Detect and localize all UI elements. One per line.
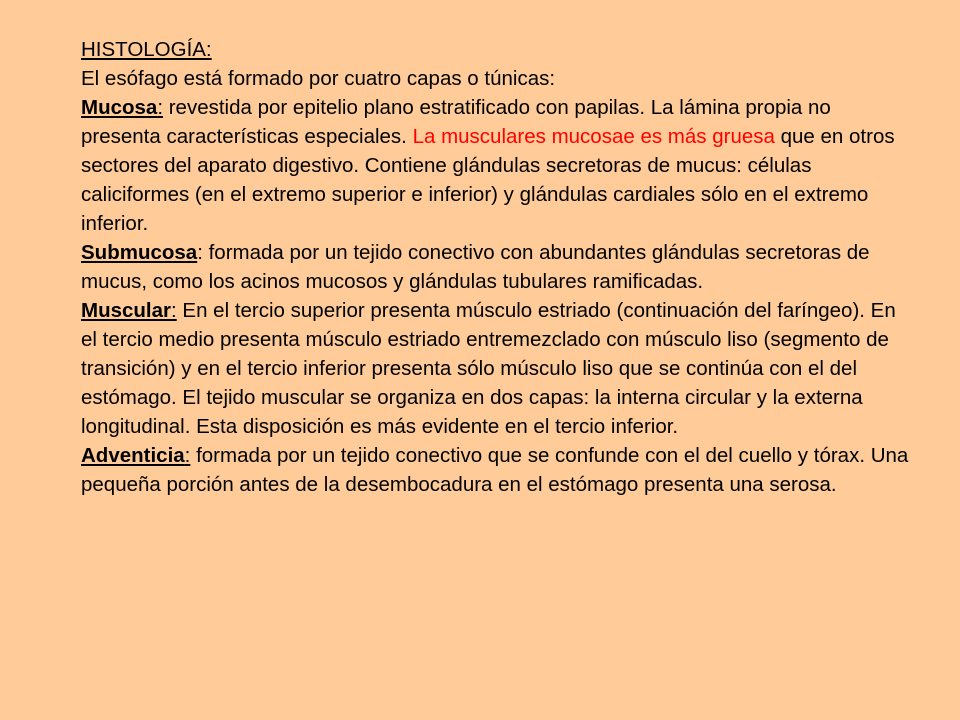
mucosa-text-a: revestida por epitelio plano estratificado con papilas. La lámina propia no presenta características especiales. <box>81 96 831 148</box>
text-block <box>81 35 911 499</box>
muscular-colon: : <box>171 299 177 322</box>
heading-line <box>81 35 911 64</box>
submucosa-paragraph <box>81 238 911 296</box>
muscular-text: En el tercio superior presenta músculo estriado (continuación del faríngeo). En el tercio medio presenta músculo estriado entremezclado con músculo liso (segmento de transición) y en el tercio inferior presenta sólo músculo liso que se continúa con el del estómago. El tejido muscular se organiza en dos capas: la interna circular y la externa longitudinal. Esta disposición es más evidente en el tercio inferior. <box>81 299 896 438</box>
muscular-term: Muscular <box>81 299 171 322</box>
mucosa-colon: : <box>157 96 164 119</box>
adventicia-term: Adventicia <box>81 444 185 467</box>
heading: HISTOLOGÍA: <box>81 38 212 61</box>
mucosa-paragraph <box>81 93 911 238</box>
mucosa-highlight: La musculares mucosae es más gruesa <box>412 125 775 148</box>
submucosa-term: Submucosa <box>81 241 198 264</box>
adventicia-paragraph <box>81 441 911 499</box>
adventicia-colon: : <box>184 444 191 467</box>
intro-line: El esófago está formado por cuatro capas o túnicas: <box>81 67 556 90</box>
adventicia-text: formada por un tejido conectivo que se confunde con el del cuello y tórax. Una pequeña porción antes de la desembocadura en el estómago presenta una serosa. <box>81 444 909 496</box>
submucosa-text: : formada por un tejido conectivo con abundantes glándulas secretoras de mucus, como los acinos mucosos y glándulas tubulares ramificadas. <box>81 241 870 293</box>
mucosa-text-b: que en otros sectores del aparato digestivo. Contiene glándulas secretoras de mucus: células caliciformes (en el extremo superior e inferior) y glándulas cardiales sólo en el extremo inferior. <box>81 125 895 235</box>
muscular-paragraph <box>81 296 911 441</box>
mucosa-term: Mucosa <box>81 96 158 119</box>
